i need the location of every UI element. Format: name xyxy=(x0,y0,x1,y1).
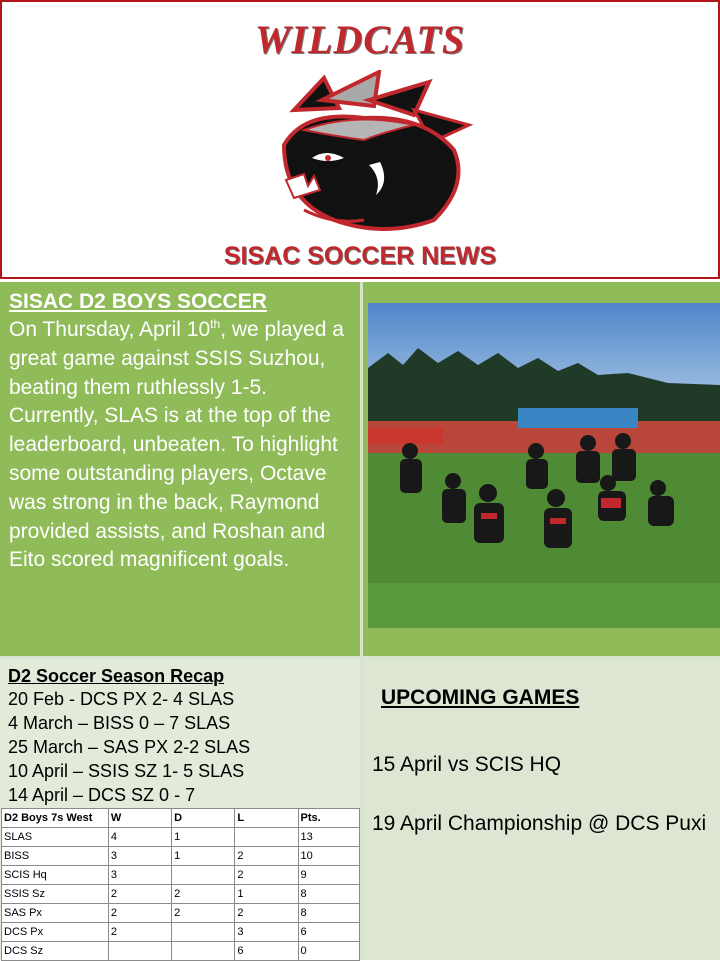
result-item: 10 April – SSIS SZ 1- 5 SLAS xyxy=(8,761,245,781)
article-panel xyxy=(0,282,360,656)
points-cell: 6 xyxy=(298,923,359,942)
team-cell: SCIS Hq xyxy=(2,866,109,885)
newsletter-subtitle: SISAC SOCCER NEWS xyxy=(223,242,497,270)
team-cell: SSIS Sz xyxy=(2,885,109,904)
standings-table xyxy=(1,808,360,961)
article-body-rest: , we played a great game against SSIS Suzhou, beating them ruthlessly 1-5. Currently, SLAS is at the top of the leaderboard, unbeaten. To highlight some outstanding players, Octave was strong in the back, Raymond provided assists, and Roshan and Eito scored magnificent goals. xyxy=(9,318,344,572)
points-cell: 0 xyxy=(298,942,359,961)
header-losses: L xyxy=(235,809,298,828)
losses-cell: 2 xyxy=(235,866,298,885)
draws-cell: 1 xyxy=(172,828,235,847)
article-body-start: On Thursday, April 10 xyxy=(9,318,211,341)
wins-cell xyxy=(108,942,171,961)
losses-cell: 2 xyxy=(235,847,298,866)
table-row xyxy=(2,942,360,961)
result-item: 14 April – DCS SZ 0 - 7 xyxy=(8,785,196,805)
header-points: Pts. xyxy=(298,809,359,828)
results-list xyxy=(8,687,360,807)
upcoming-game-item: 15 April vs SCIS HQ xyxy=(372,753,562,776)
draws-cell xyxy=(172,942,235,961)
table-row xyxy=(2,923,360,942)
article-body xyxy=(9,316,360,575)
upcoming-title: UPCOMING GAMES xyxy=(381,686,580,709)
table-row xyxy=(2,885,360,904)
wins-cell: 4 xyxy=(108,828,171,847)
wins-cell: 2 xyxy=(108,904,171,923)
losses-cell: 2 xyxy=(235,904,298,923)
wins-cell: 2 xyxy=(108,885,171,904)
team-cell: DCS Sz xyxy=(2,942,109,961)
losses-cell: 6 xyxy=(235,942,298,961)
draws-cell xyxy=(172,923,235,942)
result-item: 25 March – SAS PX 2-2 SLAS xyxy=(8,737,251,757)
draws-cell xyxy=(172,866,235,885)
header-team: D2 Boys 7s West xyxy=(2,809,109,828)
article-body-superscript: th xyxy=(210,317,221,331)
team-cell: SLAS xyxy=(2,828,109,847)
table-row xyxy=(2,904,360,923)
team-photo-icon xyxy=(368,303,720,628)
upcoming-game-item: 19 April Championship @ DCS Puxi xyxy=(372,812,707,835)
losses-cell: 1 xyxy=(235,885,298,904)
article-title: SISAC D2 BOYS SOCCER xyxy=(9,290,267,313)
draws-cell: 2 xyxy=(172,904,235,923)
team-cell: BISS xyxy=(2,847,109,866)
photo-panel xyxy=(363,282,720,656)
result-item: 4 March – BISS 0 – 7 SLAS xyxy=(8,713,231,733)
wildcat-logo-icon xyxy=(264,70,486,240)
table-row xyxy=(2,866,360,885)
header-draws: D xyxy=(172,809,235,828)
header-wins: W xyxy=(108,809,171,828)
recap-title: D2 Soccer Season Recap xyxy=(8,666,225,686)
draws-cell: 1 xyxy=(172,847,235,866)
points-cell: 9 xyxy=(298,866,359,885)
wins-cell: 3 xyxy=(108,866,171,885)
team-cell: DCS Px xyxy=(2,923,109,942)
upcoming-games-panel xyxy=(363,659,720,960)
table-header-row xyxy=(2,809,360,828)
wins-cell: 2 xyxy=(108,923,171,942)
season-recap-panel xyxy=(0,659,360,960)
wins-cell: 3 xyxy=(108,847,171,866)
losses-cell: 3 xyxy=(235,923,298,942)
draws-cell: 2 xyxy=(172,885,235,904)
points-cell: 13 xyxy=(298,828,359,847)
team-cell: SAS Px xyxy=(2,904,109,923)
newsletter-header xyxy=(0,0,720,279)
result-item: 20 Feb - DCS PX 2- 4 SLAS xyxy=(8,689,235,709)
points-cell: 8 xyxy=(298,885,359,904)
points-cell: 10 xyxy=(298,847,359,866)
page-title: WILDCATS xyxy=(254,17,466,62)
table-row xyxy=(2,828,360,847)
losses-cell xyxy=(235,828,298,847)
points-cell: 8 xyxy=(298,904,359,923)
table-row xyxy=(2,847,360,866)
